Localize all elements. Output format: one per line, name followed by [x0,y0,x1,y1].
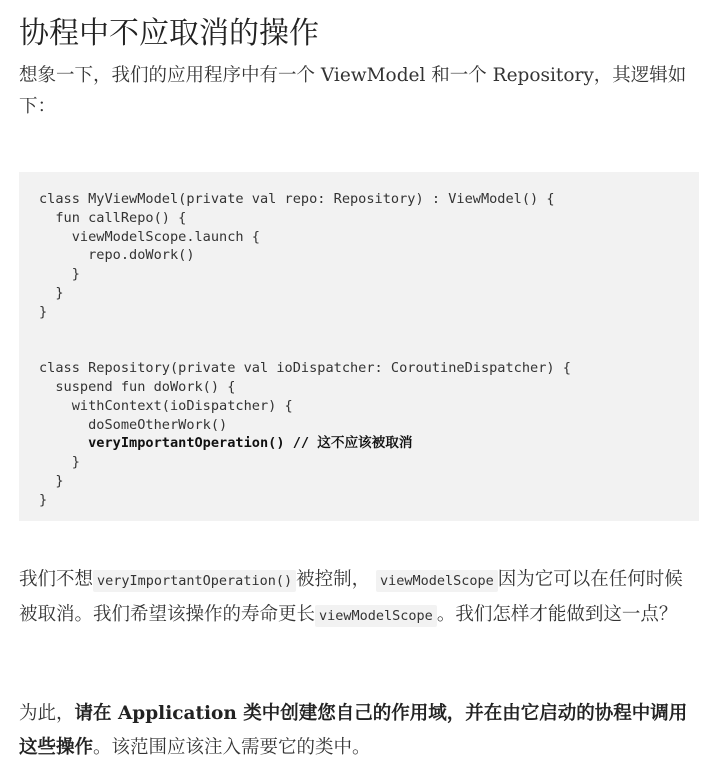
code-line: class MyViewModel(private val repo: Repository) : ViewModel() { [39,191,555,207]
code-line: } [39,491,48,508]
code-line-highlighted: veryImportantOperation() // 这不应该被取消 [39,435,413,452]
code-line: fun callRepo() { [39,209,187,226]
bold-text: 请在 Application 类中创建您自己的作用域，并在由它启动的协程中调用这些操作 [19,703,688,758]
para-text: 。我们怎样才能做到这一点？ [436,604,678,625]
explanation-paragraph [19,563,699,633]
inline-code: veryImportantOperation() [93,570,296,592]
code-line: } [39,266,80,283]
inline-code: viewModelScope [376,570,498,592]
code-line: doSomeOtherWork() [39,416,228,433]
code-line [39,340,699,359]
code-line: } [39,454,80,471]
para-text: 因为它可以在任何时候被取消。我们希望该操作的寿命更长 [19,569,683,625]
para-text: 为此， [19,703,75,724]
page-title: 协程中不应取消的操作 [19,16,319,51]
solution-paragraph [19,697,699,765]
code-block [19,172,699,521]
para-text: 被控制， [296,569,371,590]
code-line: viewModelScope.launch { [39,228,260,245]
code-line: } [39,472,64,489]
code-line: withContext(ioDispatcher) { [39,397,293,414]
para-text: 。该范围应该注入需要它的类中。 [93,737,371,758]
para-text: 我们不想 [19,569,94,590]
code-line [39,322,699,341]
inline-code: viewModelScope [315,605,437,627]
code-line: repo.doWork() [39,247,195,264]
code-line: } [39,284,64,301]
code-line: suspend fun doWork() { [39,378,236,395]
code-line: class Repository(private val ioDispatcher: CoroutineDispatcher) { [39,360,571,377]
code-line: } [39,303,48,320]
intro-paragraph: 想象一下，我们的应用程序中有一个 ViewModel 和一个 Repository，其逻辑如下： [19,65,687,117]
